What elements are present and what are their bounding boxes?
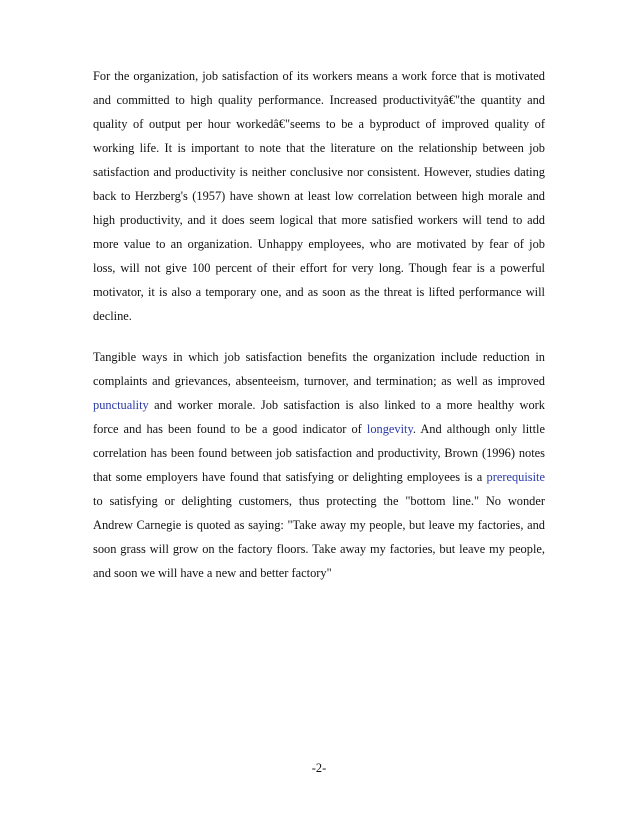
text-segment: and soon we will have a new and better factory" xyxy=(93,566,332,580)
paragraph-line xyxy=(93,417,545,441)
paragraph-2 xyxy=(93,345,545,585)
paragraph-line xyxy=(93,441,545,465)
paragraph-line xyxy=(93,561,545,585)
paragraph-line: high productivity, and it does seem logical that more satisfied workers will tend to add xyxy=(93,213,545,227)
link-longevity[interactable]: longevity xyxy=(366,422,413,436)
paragraph-line xyxy=(93,489,545,513)
paragraph-line: quality of output per hour workedâ€"seems to be a byproduct of improved quality of xyxy=(93,117,545,131)
text-segment: Andrew Carnegie is quoted as saying: "Take away my people, but leave my factories, and xyxy=(93,518,545,532)
text-segment: soon grass will grow on the factory floors. Take away my factories, but leave my people, xyxy=(93,542,545,556)
paragraph-line xyxy=(93,513,545,537)
paragraph-line: motivator, it is also a temporary one, and as soon as the threat is lifted performance will xyxy=(93,285,545,299)
text-segment: Tangible ways in which job satisfaction benefits the organization include reduction in xyxy=(93,350,545,364)
paragraph-line: and committed to high quality performance. Increased productivityâ€"the quantity and xyxy=(93,93,545,107)
paragraph-line: more value to an organization. Unhappy employees, who are motivated by fear of job xyxy=(93,237,545,251)
paragraph-line xyxy=(93,369,545,393)
paragraph-line: satisfaction and productivity is neither conclusive nor consistent. However, studies dating xyxy=(93,165,545,179)
paragraph-line: back to Herzberg's (1957) have shown at least low correlation between high morale and xyxy=(93,189,545,203)
text-segment: to satisfying or delighting customers, thus protecting the "bottom line." No wonder xyxy=(93,494,545,508)
paragraph-line: working life. It is important to note that the literature on the relationship between job xyxy=(93,141,545,155)
paragraph-1 xyxy=(93,64,545,328)
text-segment: force and has been found to be a good indicator of xyxy=(93,422,367,436)
paragraph-line: For the organization, job satisfaction of its workers means a work force that is motivated xyxy=(93,69,545,83)
paragraph-line xyxy=(93,465,545,489)
text-segment: and worker morale. Job satisfaction is also linked to a more healthy work xyxy=(148,398,545,412)
document-page xyxy=(93,64,545,585)
text-segment: that some employers have found that satisfying or delighting employees is a xyxy=(93,470,487,484)
paragraph-line xyxy=(93,393,545,417)
text-segment: . And although only little xyxy=(412,422,545,436)
page-number: -2- xyxy=(311,761,327,775)
text-segment: correlation has been found between job satisfaction and productivity, Brown (1996) notes xyxy=(93,446,545,460)
paragraph-line: loss, will not give 100 percent of their effort for very long. Though fear is a powerful xyxy=(93,261,545,275)
link-punctuality[interactable]: punctuality xyxy=(93,398,149,412)
link-prerequisite[interactable]: prerequisite xyxy=(486,470,545,484)
paragraph-line: decline. xyxy=(93,309,132,323)
paragraph-line xyxy=(93,345,545,369)
text-segment: complaints and grievances, absenteeism, turnover, and termination; as well as improved xyxy=(93,374,545,388)
paragraph-line xyxy=(93,537,545,561)
